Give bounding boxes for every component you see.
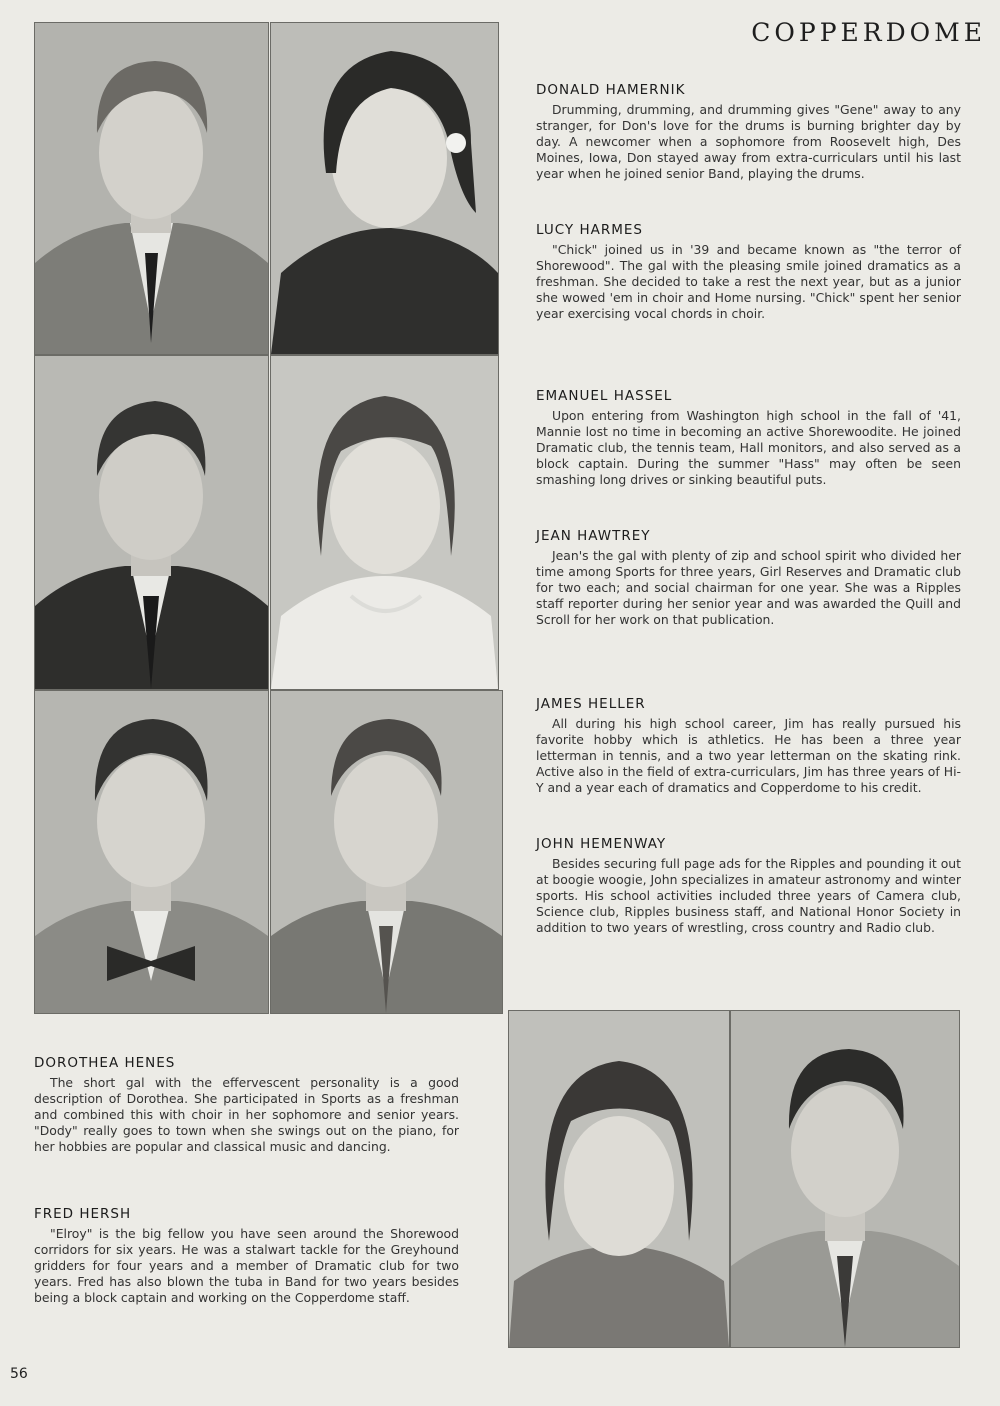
entry-name: JEAN HAWTREY	[536, 528, 651, 544]
entry-dorothea-henes	[34, 1055, 459, 1155]
portrait-photo-jean-hawtrey	[270, 355, 499, 690]
portrait-photo-lucy-harmes	[270, 22, 499, 355]
entry-text: The short gal with the effervescent personality is a good description of Dorothea. She participated in Sports as a freshman and combined this with choir in her sophomore and senior years. "Dody" really goes to town when she swings out on the piano, for her hobbies are popular and classical music and dancing.	[34, 1075, 459, 1154]
entry-text: Jean's the gal with plenty of zip and school spirit who divided her time among Sports for three years, Girl Reserves and Dramatic club for two each; and social chairman for one year. She was a Ripples staff reporter during her senior year and was awarded the Quill and Scroll for her work on that publication.	[536, 548, 961, 627]
entry-text: "Elroy" is the big fellow you have seen around the Shorewood corridors for six years. He was a stalwart tackle for the Greyhound gridders for four years and a member of Dramatic club for two years. Fred has also blown the tuba in Band for two years besides being a block captain and working on the Copperdome staff.	[34, 1226, 459, 1305]
entry-text: Upon entering from Washington high school in the fall of '41, Mannie lost no time in becoming an active Shorewoodite. He joined Dramatic club, the tennis team, Hall monitors, and also served as a block captain. During the summer "Hass" may often be seen smashing long drives or sinking beautiful puts.	[536, 408, 961, 487]
entry-name: JOHN HEMENWAY	[536, 836, 667, 852]
portrait-photo-james-heller	[34, 690, 269, 1014]
portrait-photo-fred-hersh	[730, 1010, 960, 1348]
entry-john-hemenway	[536, 836, 961, 936]
page-number: 56	[10, 1366, 28, 1382]
entry-name: EMANUEL HASSEL	[536, 388, 673, 404]
entry-name: DOROTHEA HENES	[34, 1055, 176, 1071]
entry-jean-hawtrey	[536, 528, 961, 628]
entry-name: FRED HERSH	[34, 1206, 132, 1222]
entry-name: LUCY HARMES	[536, 222, 643, 238]
portrait-photo-dorothea-henes	[508, 1010, 730, 1348]
entry-emanuel-hassel	[536, 388, 961, 488]
entry-name: DONALD HAMERNIK	[536, 82, 686, 98]
entry-lucy-harmes	[536, 222, 961, 322]
entry-james-heller	[536, 696, 961, 796]
entry-donald-hamernik	[536, 82, 961, 182]
portrait-photo-emanuel-hassel	[34, 355, 269, 690]
entry-name: JAMES HELLER	[536, 696, 646, 712]
entry-text: Besides securing full page ads for the Ripples and pounding it out at boogie woogie, John specializes in amateur astronomy and winter sports. His school activities included three years of Camera club, Science club, Ripples business staff, and National Honor Society in addition to two years of wrestling, cross country and Radio club.	[536, 856, 962, 935]
entry-fred-hersh	[34, 1206, 459, 1306]
entry-text: All during his high school career, Jim has really pursued his favorite hobby which is athletics. He has been a three year letterman in tennis, and a two year letterman on the skating rink. Active also in the field of extra-curriculars, Jim has three years of Hi-Y and a year each of dramatics and Copperdome to his credit.	[536, 716, 961, 795]
page-title: COPPERDOME	[751, 18, 986, 47]
portrait-photo-john-hemenway	[270, 690, 503, 1014]
entry-text: "Chick" joined us in '39 and became known as "the terror of Shorewood". The gal with the pleasing smile joined dramatics as a freshman. She decided to take a rest the next year, but as a junior she wowed 'em in choir and Home nursing. "Chick" spent her senior year exercising vocal chords in choir.	[536, 242, 961, 321]
entry-text: Drumming, drumming, and drumming gives "Gene" away to any stranger, for Don's love for the drums is burning brighter day by day. A newcomer when a sophomore from Roosevelt high, Des Moines, Iowa, Don stayed away from extra-curriculars until his last year when he joined senior Band, playing the drums.	[536, 102, 961, 181]
portrait-photo-donald-hamernik	[34, 22, 269, 355]
